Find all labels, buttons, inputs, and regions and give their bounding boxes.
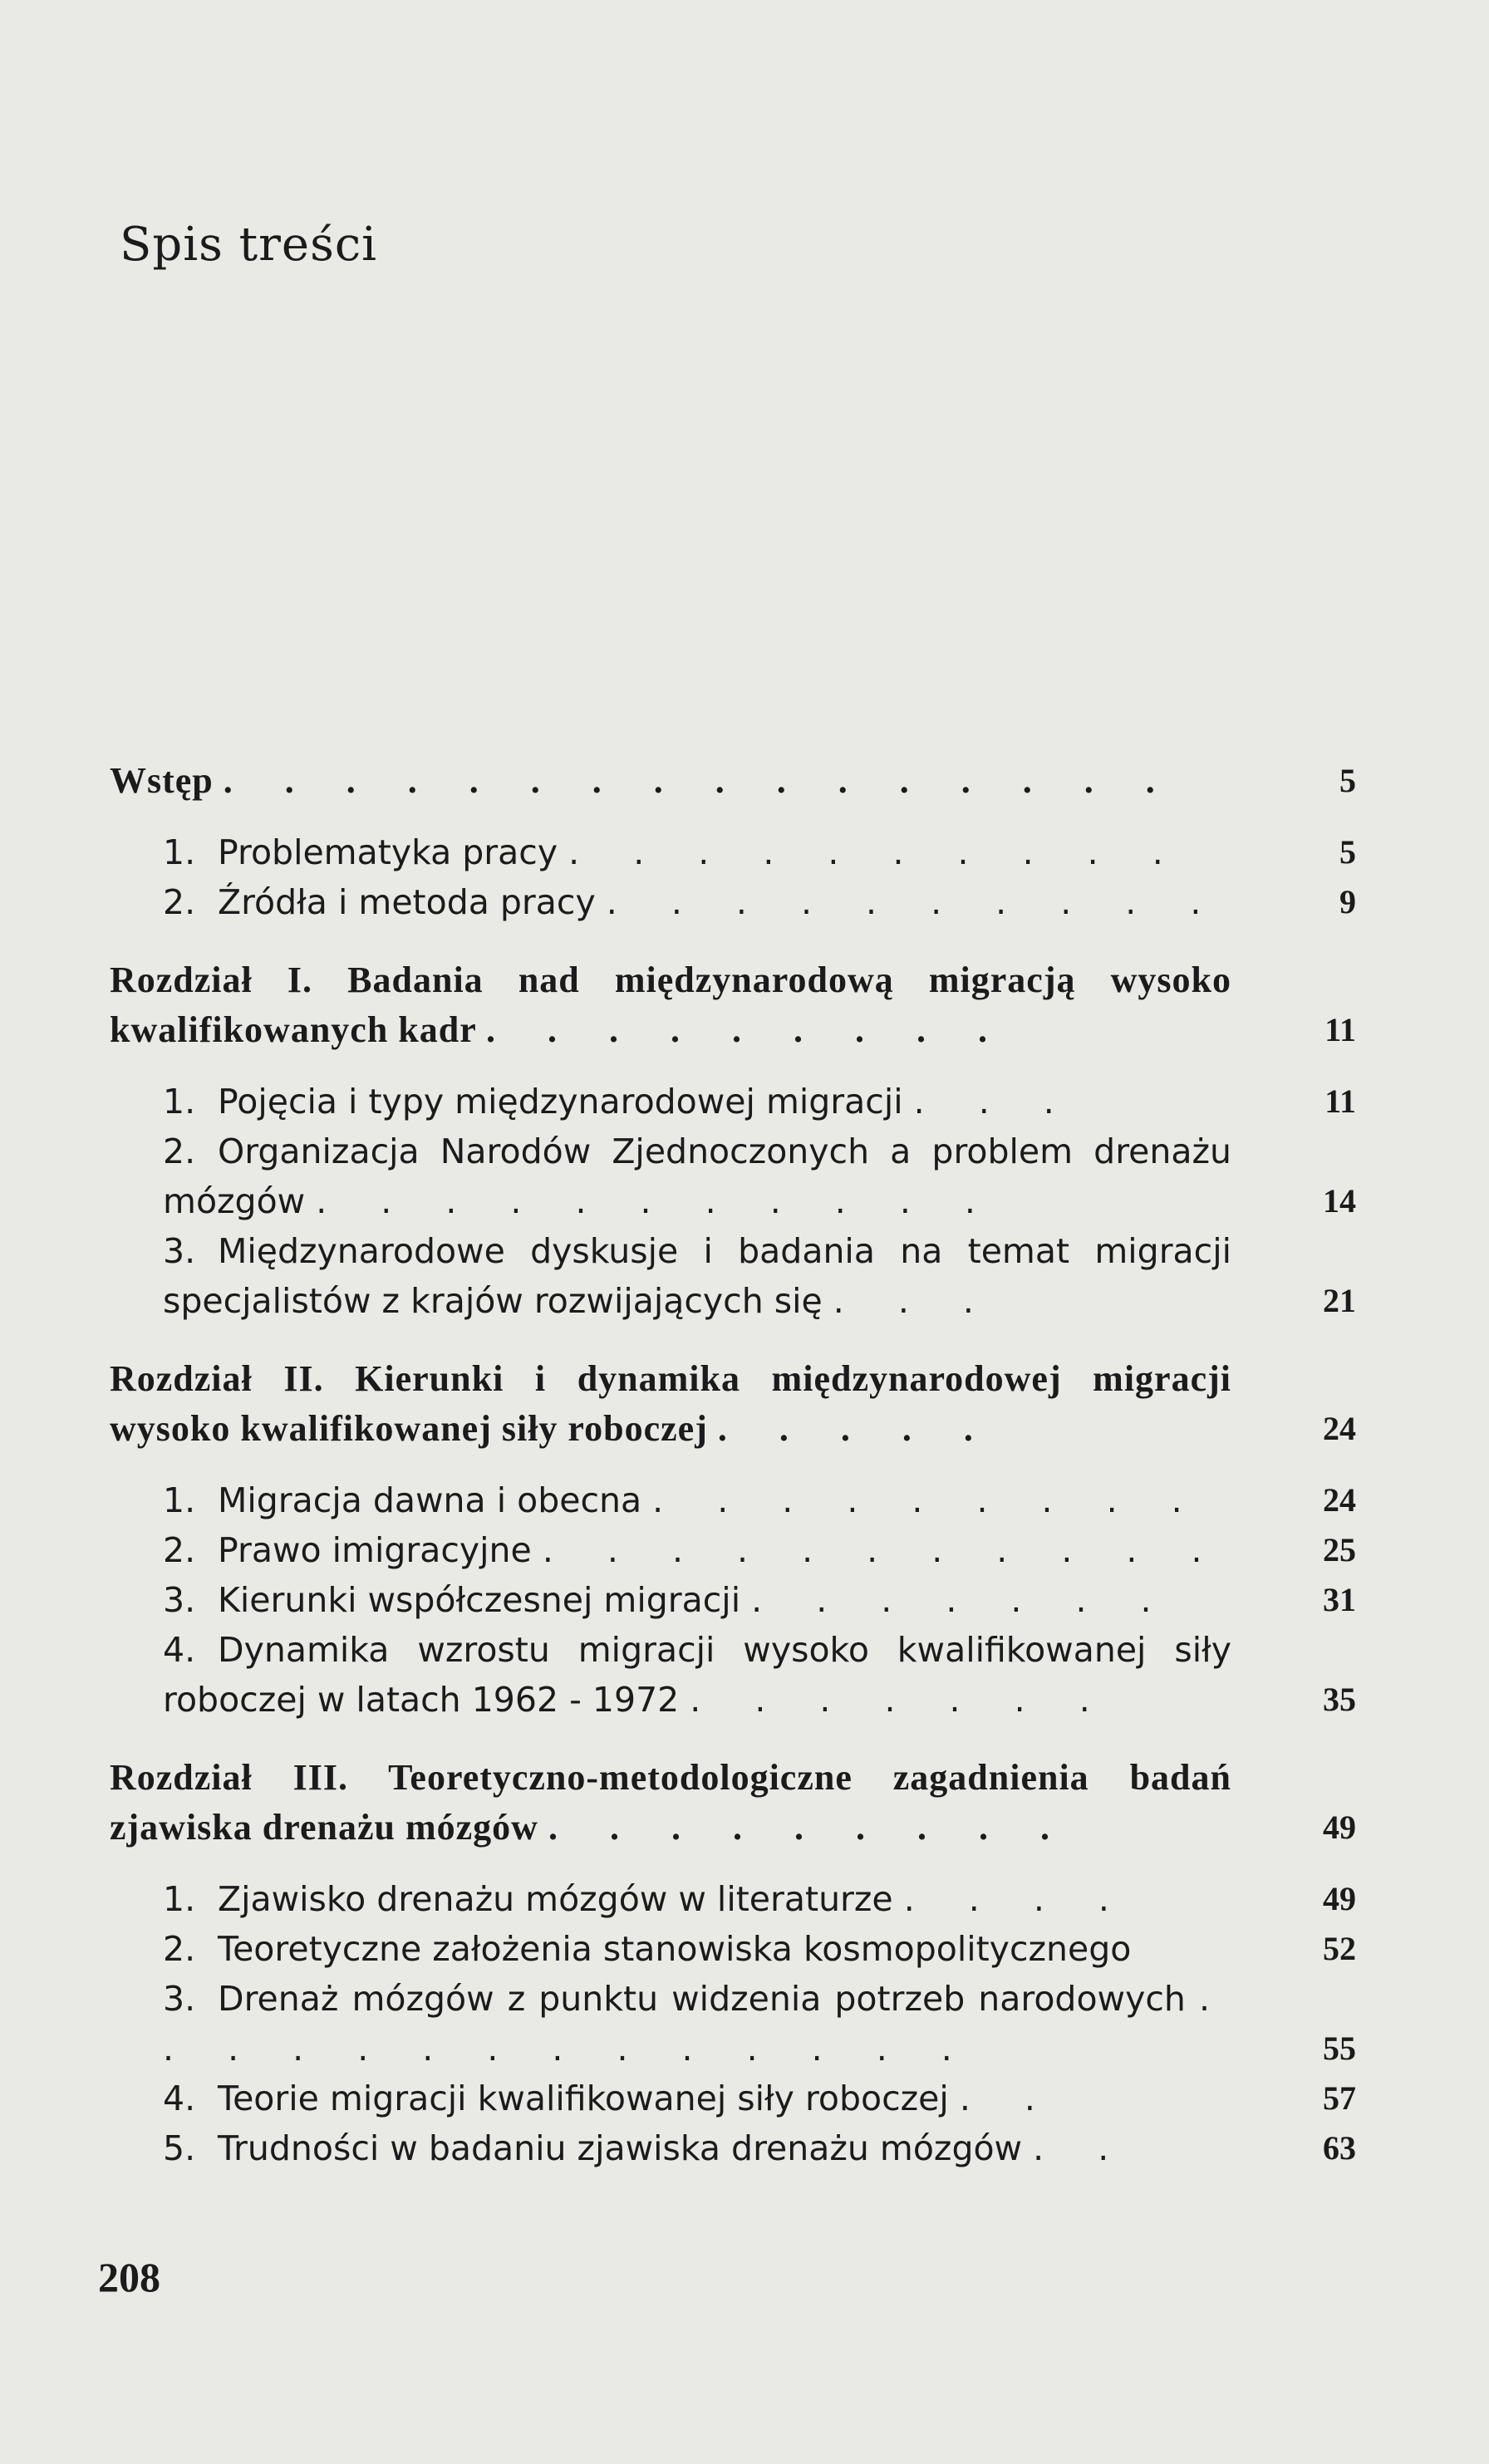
toc-entry-text xyxy=(163,1475,1231,1525)
section-title: Migracja dawna i obecna xyxy=(218,1480,642,1520)
section-title: Źródła i metoda pracy xyxy=(218,882,596,922)
section-number: 4. xyxy=(163,1630,196,1670)
page-number: 5 xyxy=(1339,833,1356,871)
section-title: Prawo imigracyjne xyxy=(218,1530,532,1570)
page-number: 63 xyxy=(1323,2129,1356,2167)
toc-entry-text xyxy=(163,1575,1231,1625)
toc-entry-text xyxy=(163,1924,1231,1974)
dot-leader: . . . . . . . xyxy=(690,1680,1112,1720)
toc-entry-introduction xyxy=(110,756,1356,806)
page-number: 21 xyxy=(1323,1282,1356,1319)
section-number: 2. xyxy=(163,1530,196,1570)
toc-entry-section xyxy=(110,1226,1356,1326)
toc-entry-section xyxy=(110,1575,1356,1625)
dot-leader: . . . . . . . . . . . xyxy=(316,1181,997,1221)
page-number: 55 xyxy=(1323,2030,1356,2067)
page-number: 5 xyxy=(1339,762,1356,799)
page-number: 24 xyxy=(1323,1410,1356,1447)
toc-entry-text xyxy=(163,1525,1231,1575)
dot-leader: . . xyxy=(1033,2128,1131,2168)
page-number: 9 xyxy=(1339,883,1356,920)
toc-entry-text xyxy=(163,1625,1231,1725)
page-number: 14 xyxy=(1323,1182,1356,1220)
chapter-title: Rozdział III. Teoretyczno-metodologiczne zagadnienia badań zjawiska drenażu mózgów xyxy=(110,1757,1231,1848)
section-number: 1. xyxy=(163,1480,196,1520)
section-title: Trudności w badaniu zjawiska drenażu mózgów xyxy=(218,2128,1023,2168)
page-number: 49 xyxy=(1323,1880,1356,1917)
toc-entry-text xyxy=(163,1077,1231,1126)
page-title: Spis treści xyxy=(120,218,378,272)
section-title: Problematyka pracy xyxy=(218,832,558,872)
toc-entry-section xyxy=(110,1924,1356,1974)
toc-entry-text xyxy=(163,1974,1231,2074)
table-of-contents xyxy=(110,756,1356,2173)
dot-leader: . . . . . . . . . xyxy=(485,1009,1009,1050)
toc-entry-text xyxy=(163,1126,1231,1226)
toc-entry-section xyxy=(110,827,1356,877)
section-number: 5. xyxy=(163,2128,196,2168)
section-number: 1. xyxy=(163,1082,196,1122)
page-number: 11 xyxy=(1324,1011,1356,1048)
dot-leader: . . . . . . . . . . . xyxy=(542,1530,1224,1570)
toc-entry-section xyxy=(110,1077,1356,1126)
dot-leader: . . xyxy=(959,2079,1057,2118)
section-number: 3. xyxy=(163,1979,196,2019)
chapter-title: Rozdział I. Badania nad międzynarodową migracją wysoko kwalifikowanych kadr xyxy=(110,960,1231,1050)
section-title: Zjawisko drenażu mózgów w literaturze xyxy=(218,1879,893,1919)
toc-entry-text xyxy=(163,827,1231,877)
dot-leader: . . . . . . . . . . xyxy=(606,882,1223,922)
toc-entry-section xyxy=(110,2074,1356,2123)
dot-leader: . . . xyxy=(833,1281,995,1321)
dot-leader: . . . . . . . . . . xyxy=(568,832,1185,872)
page-folio: 208 xyxy=(98,2254,160,2300)
section-title: Organizacja Narodów Zjednoczonych a problem drenażu mózgów xyxy=(163,1131,1231,1221)
section-title: Pojęcia i typy międzynarodowej migracji xyxy=(218,1082,903,1122)
toc-entry-text xyxy=(163,1226,1231,1326)
toc-entry-chapter-2 xyxy=(110,1354,1356,1454)
section-number: 1. xyxy=(163,832,196,872)
toc-entry-section xyxy=(110,2123,1356,2173)
dot-leader: . . . . . . . . . xyxy=(652,1480,1204,1520)
dot-leader: . . . xyxy=(913,1082,1076,1122)
dot-leader: . . . . . . . . . . . . . . xyxy=(163,1979,1231,2069)
toc-entry-chapter-3 xyxy=(110,1753,1356,1853)
dot-leader: . . . . xyxy=(903,1879,1131,1919)
section-number: 2. xyxy=(163,882,196,922)
toc-entry-section xyxy=(110,1126,1356,1226)
chapter-title: Rozdział II. Kierunki i dynamika międzynarodowej migracji wysoko kwalifikowanej siły roboczej xyxy=(110,1358,1231,1449)
toc-entry-text xyxy=(110,1354,1231,1454)
toc-entry-section xyxy=(110,1525,1356,1575)
section-number: 2. xyxy=(163,1131,196,1171)
dot-leader: . . . . . . . . . xyxy=(548,1807,1071,1848)
section-number: 3. xyxy=(163,1580,196,1620)
page-number: 35 xyxy=(1323,1681,1356,1718)
toc-entry-text xyxy=(163,877,1231,927)
section-number: 1. xyxy=(163,1879,196,1919)
page-number: 24 xyxy=(1323,1481,1356,1519)
page-number: 57 xyxy=(1323,2079,1356,2117)
toc-entry-text xyxy=(163,2074,1231,2123)
section-number: 4. xyxy=(163,2079,196,2118)
dot-leader: . . . . . xyxy=(717,1408,995,1449)
toc-entry-section xyxy=(110,1625,1356,1725)
section-title: Międzynarodowe dyskusje i badania na temat migracji specjalistów z krajów rozwijających się xyxy=(163,1231,1231,1321)
section-number: 3. xyxy=(163,1231,196,1271)
toc-entry-text xyxy=(110,1753,1231,1853)
toc-entry-chapter-1 xyxy=(110,955,1356,1055)
section-number: 2. xyxy=(163,1929,196,1969)
toc-entry-text xyxy=(110,756,1231,806)
page-number: 31 xyxy=(1323,1581,1356,1618)
toc-entry-text xyxy=(163,2123,1231,2173)
section-title: Kierunki współczesnej migracji xyxy=(218,1580,741,1620)
section-title: Teorie migracji kwalifikowanej siły roboczej xyxy=(218,2079,949,2118)
toc-entry-text xyxy=(163,1874,1231,1924)
chapter-title: Wstęp xyxy=(110,760,214,801)
dot-leader: . . . . . . . . . . . . . . . . xyxy=(223,760,1177,801)
section-title: Drenaż mózgów z punktu widzenia potrzeb narodowych xyxy=(218,1979,1186,2019)
toc-entry-section xyxy=(110,877,1356,927)
page-number: 49 xyxy=(1323,1809,1356,1846)
toc-entry-section xyxy=(110,1874,1356,1924)
page-number: 25 xyxy=(1323,1531,1356,1568)
page-number: 52 xyxy=(1323,1930,1356,1967)
page-number: 11 xyxy=(1324,1082,1356,1120)
section-title: Dynamika wzrostu migracji wysoko kwalifikowanej siły roboczej w latach 1962 - 1972 xyxy=(163,1630,1231,1720)
section-title: Teoretyczne założenia stanowiska kosmopolitycznego xyxy=(218,1929,1132,1969)
toc-entry-section xyxy=(110,1475,1356,1525)
toc-entry-text xyxy=(110,955,1231,1055)
toc-entry-section xyxy=(110,1974,1356,2074)
dot-leader: . . . . . . . xyxy=(751,1580,1173,1620)
